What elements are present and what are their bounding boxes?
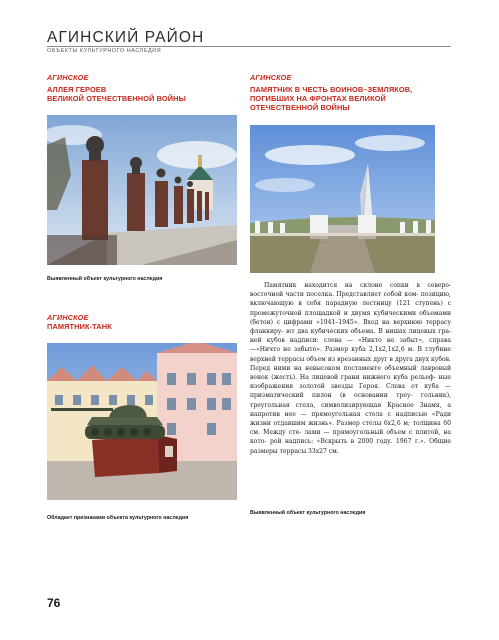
photo-war-memorial — [250, 125, 435, 273]
heritage-status-caption: Выявленный объект культурного наследия — [47, 276, 163, 282]
monument-location: АГИНСКОЕ — [47, 73, 89, 82]
section-subtitle: ОБЪЕКТЫ КУЛЬТУРНОГО НАСЛЕДИЯ — [47, 48, 162, 54]
monument-title-line: АЛЛЕЯ ГЕРОЕВ — [47, 85, 107, 94]
monument-description — [250, 281, 451, 456]
photo-tank-monument — [47, 343, 237, 500]
header-divider — [47, 46, 451, 47]
monument-title — [47, 85, 237, 103]
monument-title-line: ОТЕЧЕСТВЕННОЙ ВОЙНЫ — [250, 103, 350, 113]
monument-title — [250, 85, 455, 113]
heritage-status-caption: Выявленный объект культурного наследия — [250, 510, 366, 516]
page-number: 76 — [47, 596, 61, 610]
monument-title — [47, 322, 237, 331]
monument-title-line: ПАМЯТНИК В ЧЕСТЬ ВОИНОВ–ЗЕМЛЯКОВ, — [250, 85, 413, 94]
description-paragraph: Памятник находится на склоне сопки в северо- восточной части поселка. Представляет собой ком- позицию, включающую в себя парадную лестницу (121 ступень) с промежуточной площадкой и двумя кубическими объемами (бетон) с цифрами «1941–1945». Вход на верхнюю террасу фланкиру- ют два кубических объема. В нишах лицевых гра- ней кубов надписи: слева — «Никто не забыт», справа —«Ничто не забыто». Размер куба 2,1х2,1х2,6 м. В глубине верхней террасы объем из врезанных друг в друга двух кубов. Перед ними на невысоком постаменте объемный лавровый венок (жесть). На лицевой грани нижнего куба рельеф- ные изображения золотой звезды Героя. Слева от куба — призматический пилон (в основании треу- гольник), треугольная стела, символизирующая Красное Знамя, а напротив нее — прямоугольная стела с надписью «Ради жизни отдавшим жизнь». Размер стелы 6х2,6 м; толщина 60 см. Между сте- лами — прямоугольный объем с плитой, на кото- рой надпись: «Вскрыть в 2000 году. 1967 г.». Общие размеры террасы 33х27 см. — [250, 282, 452, 455]
monument-title-line: ПАМЯТНИК-ТАНК — [47, 322, 112, 331]
heritage-status-caption: Обладает признаками объекта культурного наследия — [47, 515, 189, 521]
monument-title-line: ВЕЛИКОЙ ОТЕЧЕСТВЕННОЙ ВОЙНЫ — [47, 94, 186, 104]
photo-alley-of-heroes — [47, 115, 237, 265]
section-title: АГИНСКИЙ РАЙОН — [47, 29, 205, 46]
monument-title-line: ПОГИБШИХ НА ФРОНТАХ ВЕЛИКОЙ — [250, 94, 386, 104]
monument-location: АГИНСКОЕ — [250, 73, 292, 82]
monument-location: АГИНСКОЕ — [47, 313, 89, 322]
